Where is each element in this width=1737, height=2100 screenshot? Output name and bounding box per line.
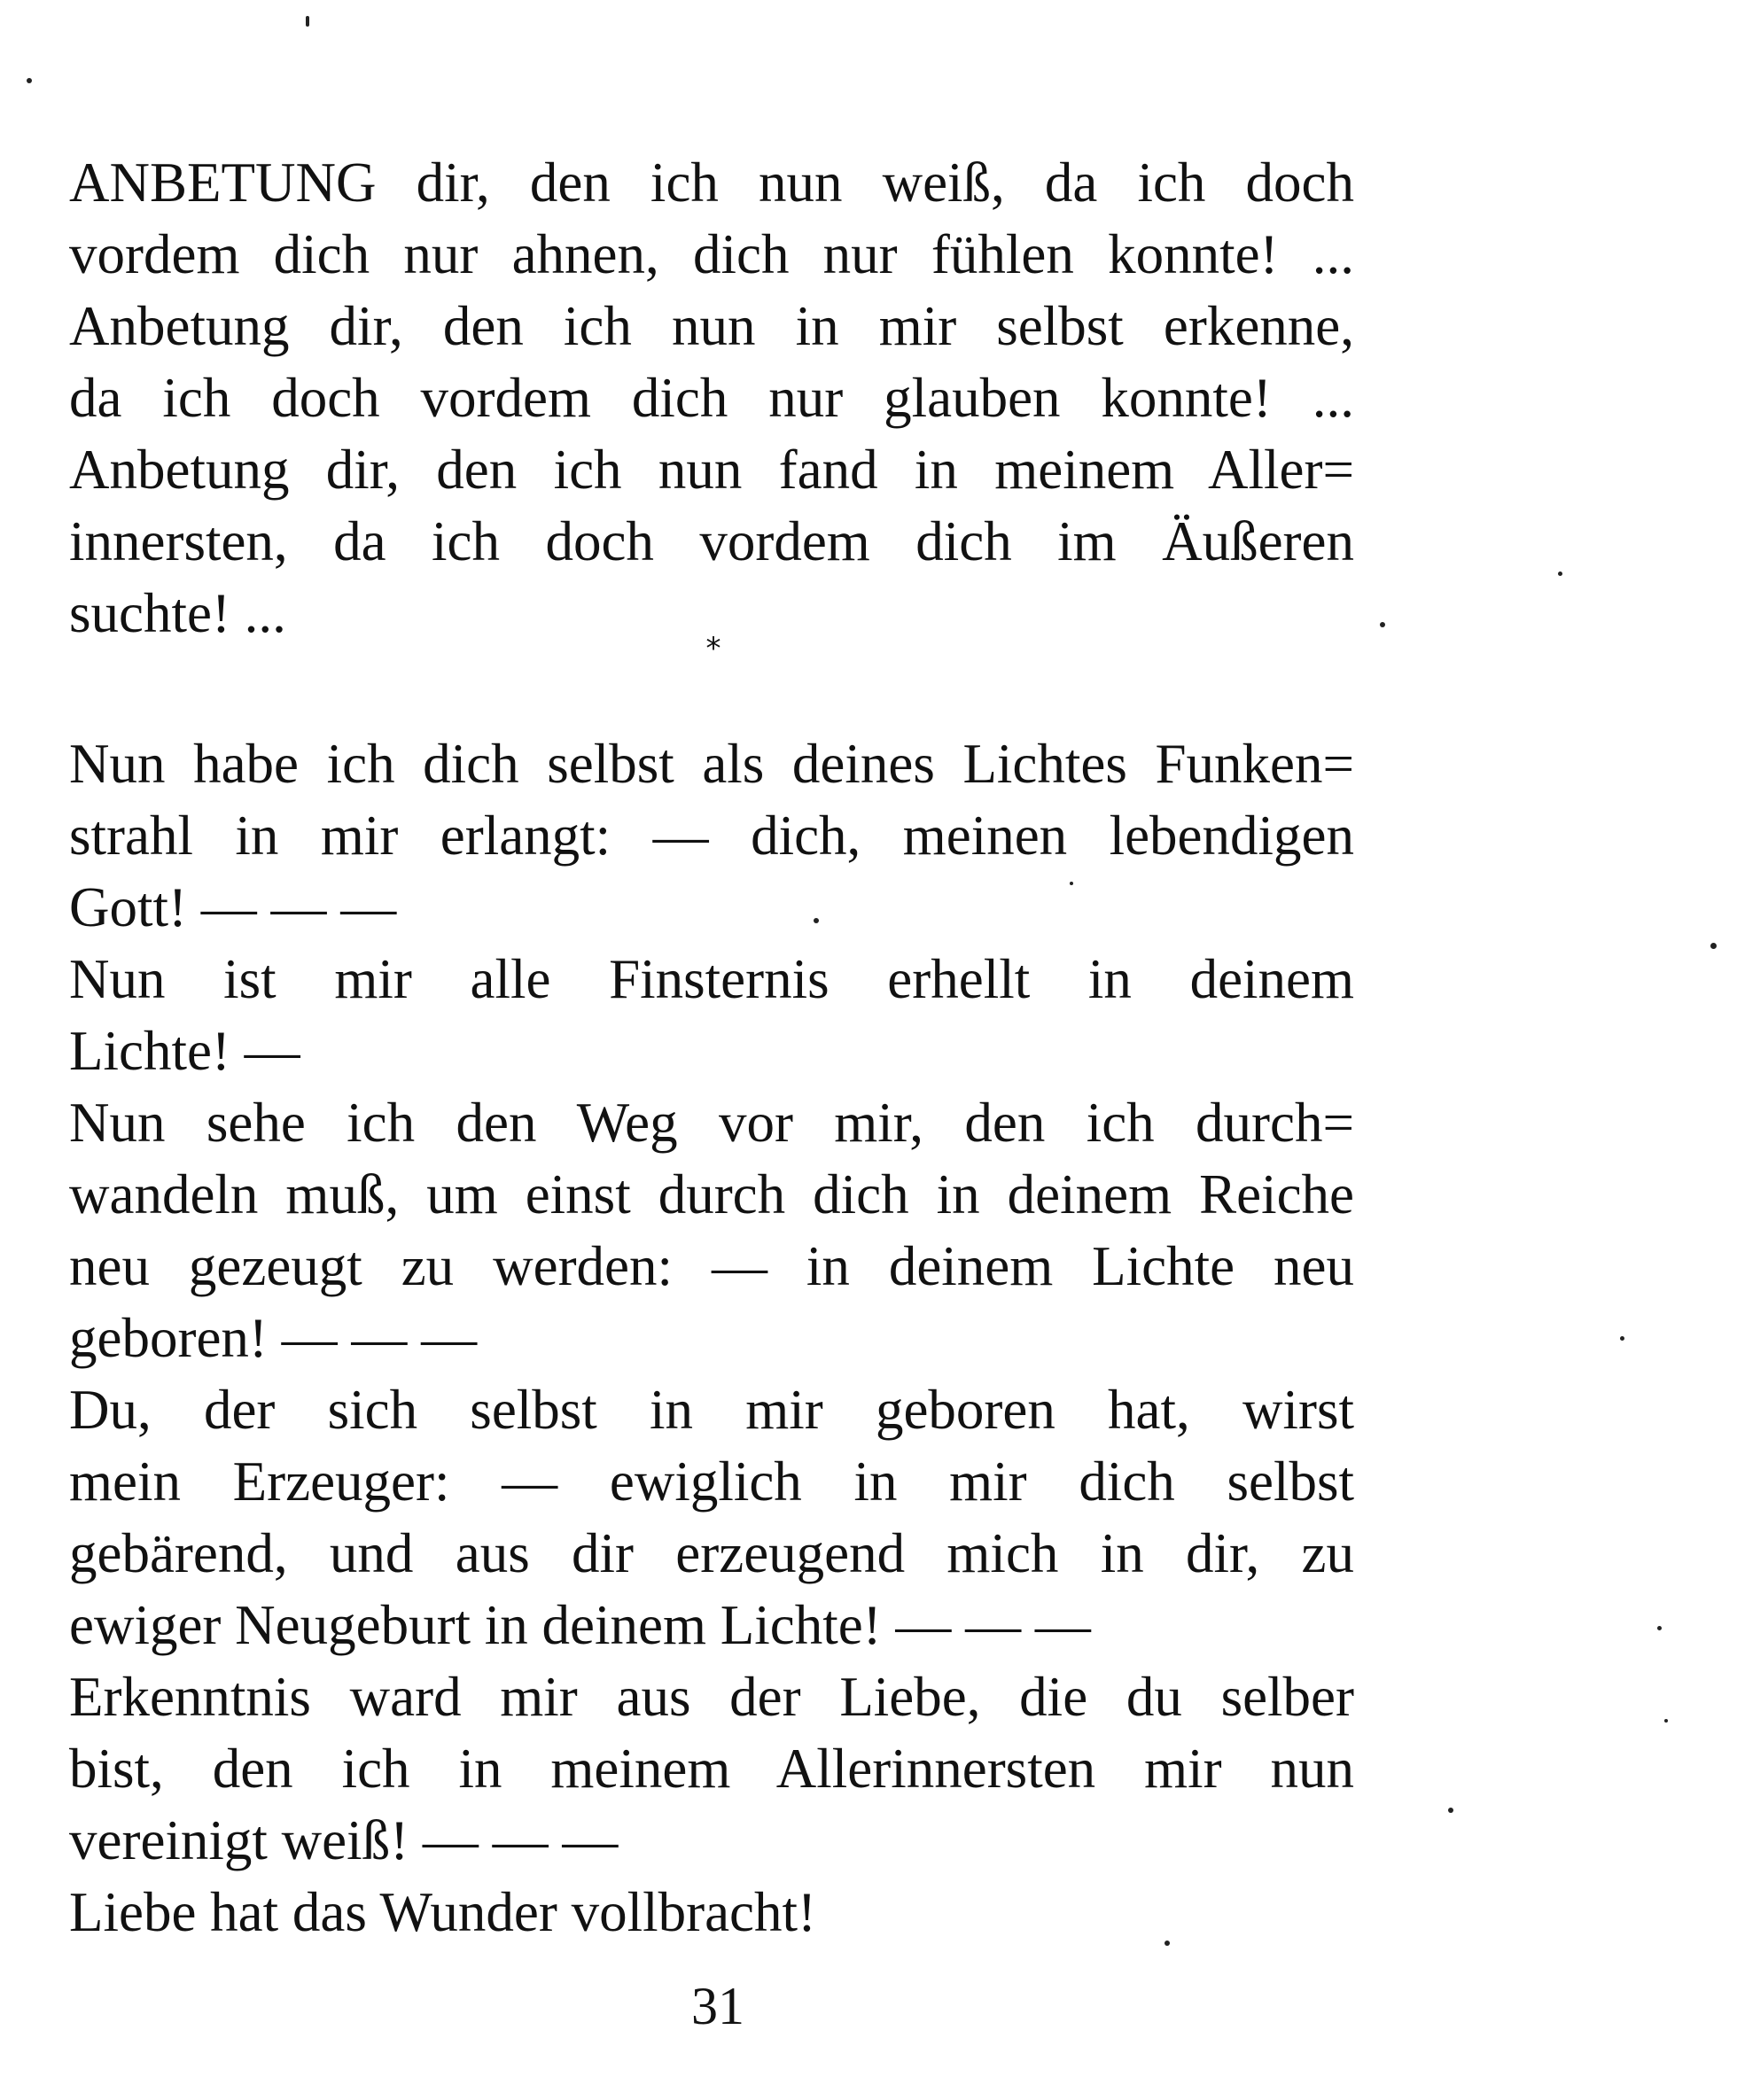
text-line: Erkenntnis ward mir aus der Liebe, die du selber: [69, 1666, 1354, 1728]
scan-speck: [306, 16, 309, 27]
scan-speck: [1664, 1719, 1668, 1723]
scan-speck: [27, 78, 32, 83]
text-line: innersten, da ich doch vordem dich im Äußeren: [69, 510, 1354, 572]
text-line: Gott! — — —: [69, 876, 397, 938]
text-line: mein Erzeuger: — ewiglich in mir dich selbst: [69, 1451, 1354, 1513]
text-line: Nun ist mir alle Finsternis erhellt in deinem: [69, 948, 1354, 1010]
scan-speck: [1710, 943, 1717, 949]
text-line: strahl in mir erlangt: — dich, meinen lebendigen: [69, 805, 1354, 867]
text-line: Nun sehe ich den Weg vor mir, den ich durch=: [69, 1092, 1354, 1154]
paragraph-light: [69, 728, 1354, 1948]
scan-speck: [1620, 1336, 1624, 1341]
text-line: Du, der sich selbst in mir geboren hat, wirst: [69, 1379, 1354, 1441]
text-line: wandeln muß, um einst durch dich in deinem Reiche: [69, 1163, 1354, 1225]
scan-speck: [814, 918, 819, 923]
section-separator: *: [705, 631, 721, 666]
scan-speck: [1657, 1626, 1662, 1630]
page-number: 31: [691, 1977, 744, 2035]
text-line: Nun habe ich dich selbst als deines Lichtes Funken=: [69, 733, 1354, 795]
scan-speck: [1558, 572, 1562, 576]
text-line: Liebe hat das Wunder vollbracht!: [69, 1881, 816, 1943]
scan-speck: [1070, 882, 1073, 885]
scan-speck: [1164, 1941, 1170, 1946]
text-line: bist, den ich in meinem Allerinnersten mir nun: [69, 1738, 1354, 1800]
text-line: Lichte! —: [69, 1020, 300, 1082]
text-line: Anbetung dir, den ich nun fand in meinem Aller=: [69, 439, 1354, 501]
text-line: vereinigt weiß! — — —: [69, 1809, 619, 1871]
text-line: gebärend, und aus dir erzeugend mich in dir, zu: [69, 1522, 1354, 1584]
text-line: ewiger Neugeburt in deinem Lichte! — — —: [69, 1594, 1091, 1656]
text-line: geboren! — — —: [69, 1307, 478, 1369]
text-line: neu gezeugt zu werden: — in deinem Lichte neu: [69, 1235, 1354, 1297]
text-line: Anbetung dir, den ich nun in mir selbst erkenne,: [69, 295, 1354, 357]
paragraph-adoration: [69, 147, 1354, 649]
text-line: suchte! ...: [69, 582, 286, 644]
text-line: ANBETUNG dir, den ich nun weiß, da ich doch: [69, 152, 1354, 214]
scan-speck: [1448, 1808, 1453, 1813]
text-line: da ich doch vordem dich nur glauben konnte! ...: [69, 367, 1354, 429]
text-line: vordem dich nur ahnen, dich nur fühlen konnte! ...: [69, 223, 1354, 285]
scan-speck: [1380, 622, 1385, 627]
